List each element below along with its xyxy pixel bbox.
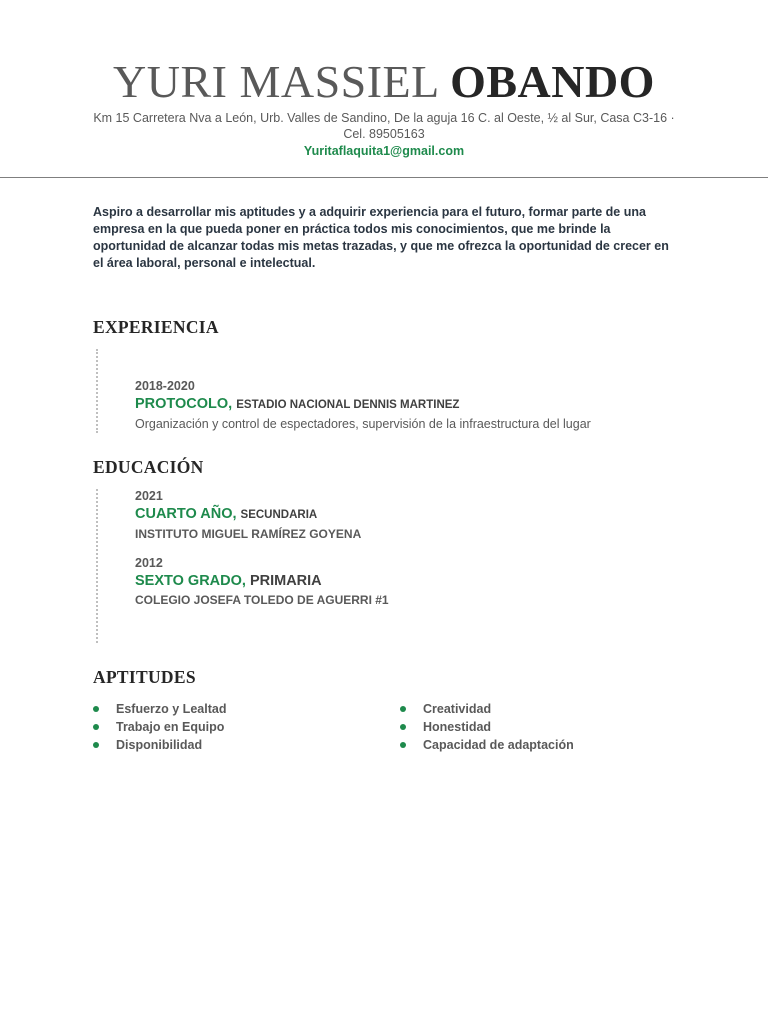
skill-item: [400, 700, 574, 718]
bullet-icon: [400, 742, 406, 748]
skill-label: Honestidad: [423, 720, 492, 734]
skills-list-right: [400, 700, 574, 754]
skill-label: Disponibilidad: [116, 738, 203, 752]
entry-role: SEXTO GRADO,: [135, 573, 246, 589]
first-name: YURI MASSIEL: [113, 56, 439, 107]
bullet-icon: [93, 742, 99, 748]
entry-organization: SECUNDARIA: [240, 509, 318, 521]
entry-title: [135, 505, 715, 525]
entry-years: 2018-2020: [135, 379, 195, 393]
skill-item: [93, 700, 226, 718]
header-divider: [0, 177, 768, 178]
full-name: [0, 54, 768, 110]
skill-item: [93, 736, 226, 754]
education-heading: EDUCACIÓN: [93, 457, 204, 477]
education-entry: [135, 488, 715, 543]
skill-label: Trabajo en Equipo: [116, 720, 225, 734]
entry-description: COLEGIO JOSEFA TOLEDO DE AGUERRI #1: [135, 593, 389, 607]
entry-organization: PRIMARIA: [249, 573, 322, 589]
skill-label: Creatividad: [423, 702, 492, 716]
entry-years: 2012: [135, 556, 163, 570]
entry-title: [135, 572, 715, 591]
skill-item: [400, 736, 574, 754]
resume-header: [0, 54, 768, 159]
bullet-icon: [400, 706, 406, 712]
entry-role: CUARTO AÑO,: [135, 506, 237, 522]
entry-organization: ESTADIO NACIONAL DENNIS MARTINEZ: [236, 399, 460, 411]
entry-title: [135, 395, 715, 415]
bullet-icon: [93, 724, 99, 730]
bullet-icon: [93, 706, 99, 712]
skill-item: [400, 718, 574, 736]
entry-years: 2021: [135, 489, 163, 503]
bullet-icon: [400, 724, 406, 730]
skill-item: [93, 718, 226, 736]
experience-heading: EXPERIENCIA: [93, 317, 219, 337]
skill-label: Esfuerzo y Lealtad: [116, 702, 227, 716]
education-entry: [135, 555, 715, 609]
contact-address: Km 15 Carretera Nva a León, Urb. Valles de Sandino, De la aguja 16 C. al Oeste, ½ al Sur, Casa C3-16 · Cel. 89505163: [93, 111, 675, 141]
education-timeline-line: [96, 489, 98, 643]
skills-heading: APTITUDES: [93, 667, 196, 687]
experience-timeline-line: [96, 349, 98, 433]
skill-label: Capacidad de adaptación: [423, 738, 574, 752]
experience-entry: [135, 378, 715, 433]
contact-email: Yuritaflaquita1@gmail.com: [303, 144, 465, 158]
last-name: OBANDO: [450, 56, 655, 107]
objective-statement: Aspiro a desarrollar mis aptitudes y a adquirir experiencia para el futuro, formar parte de una empresa en la que pueda poner en práctica todos mis conocimientos, que me brinde la oportunidad de alcanzar todas mis metas trazadas, y que me ofrezca la oportunidad de crecer en el área laboral, personal e intelectual.: [93, 205, 669, 270]
skills-list-left: [93, 700, 226, 754]
entry-role: PROTOCOLO,: [135, 396, 233, 412]
entry-description: INSTITUTO MIGUEL RAMÍREZ GOYENA: [135, 527, 362, 541]
entry-description: Organización y control de espectadores, supervisión de la infraestructura del lugar: [135, 417, 591, 431]
